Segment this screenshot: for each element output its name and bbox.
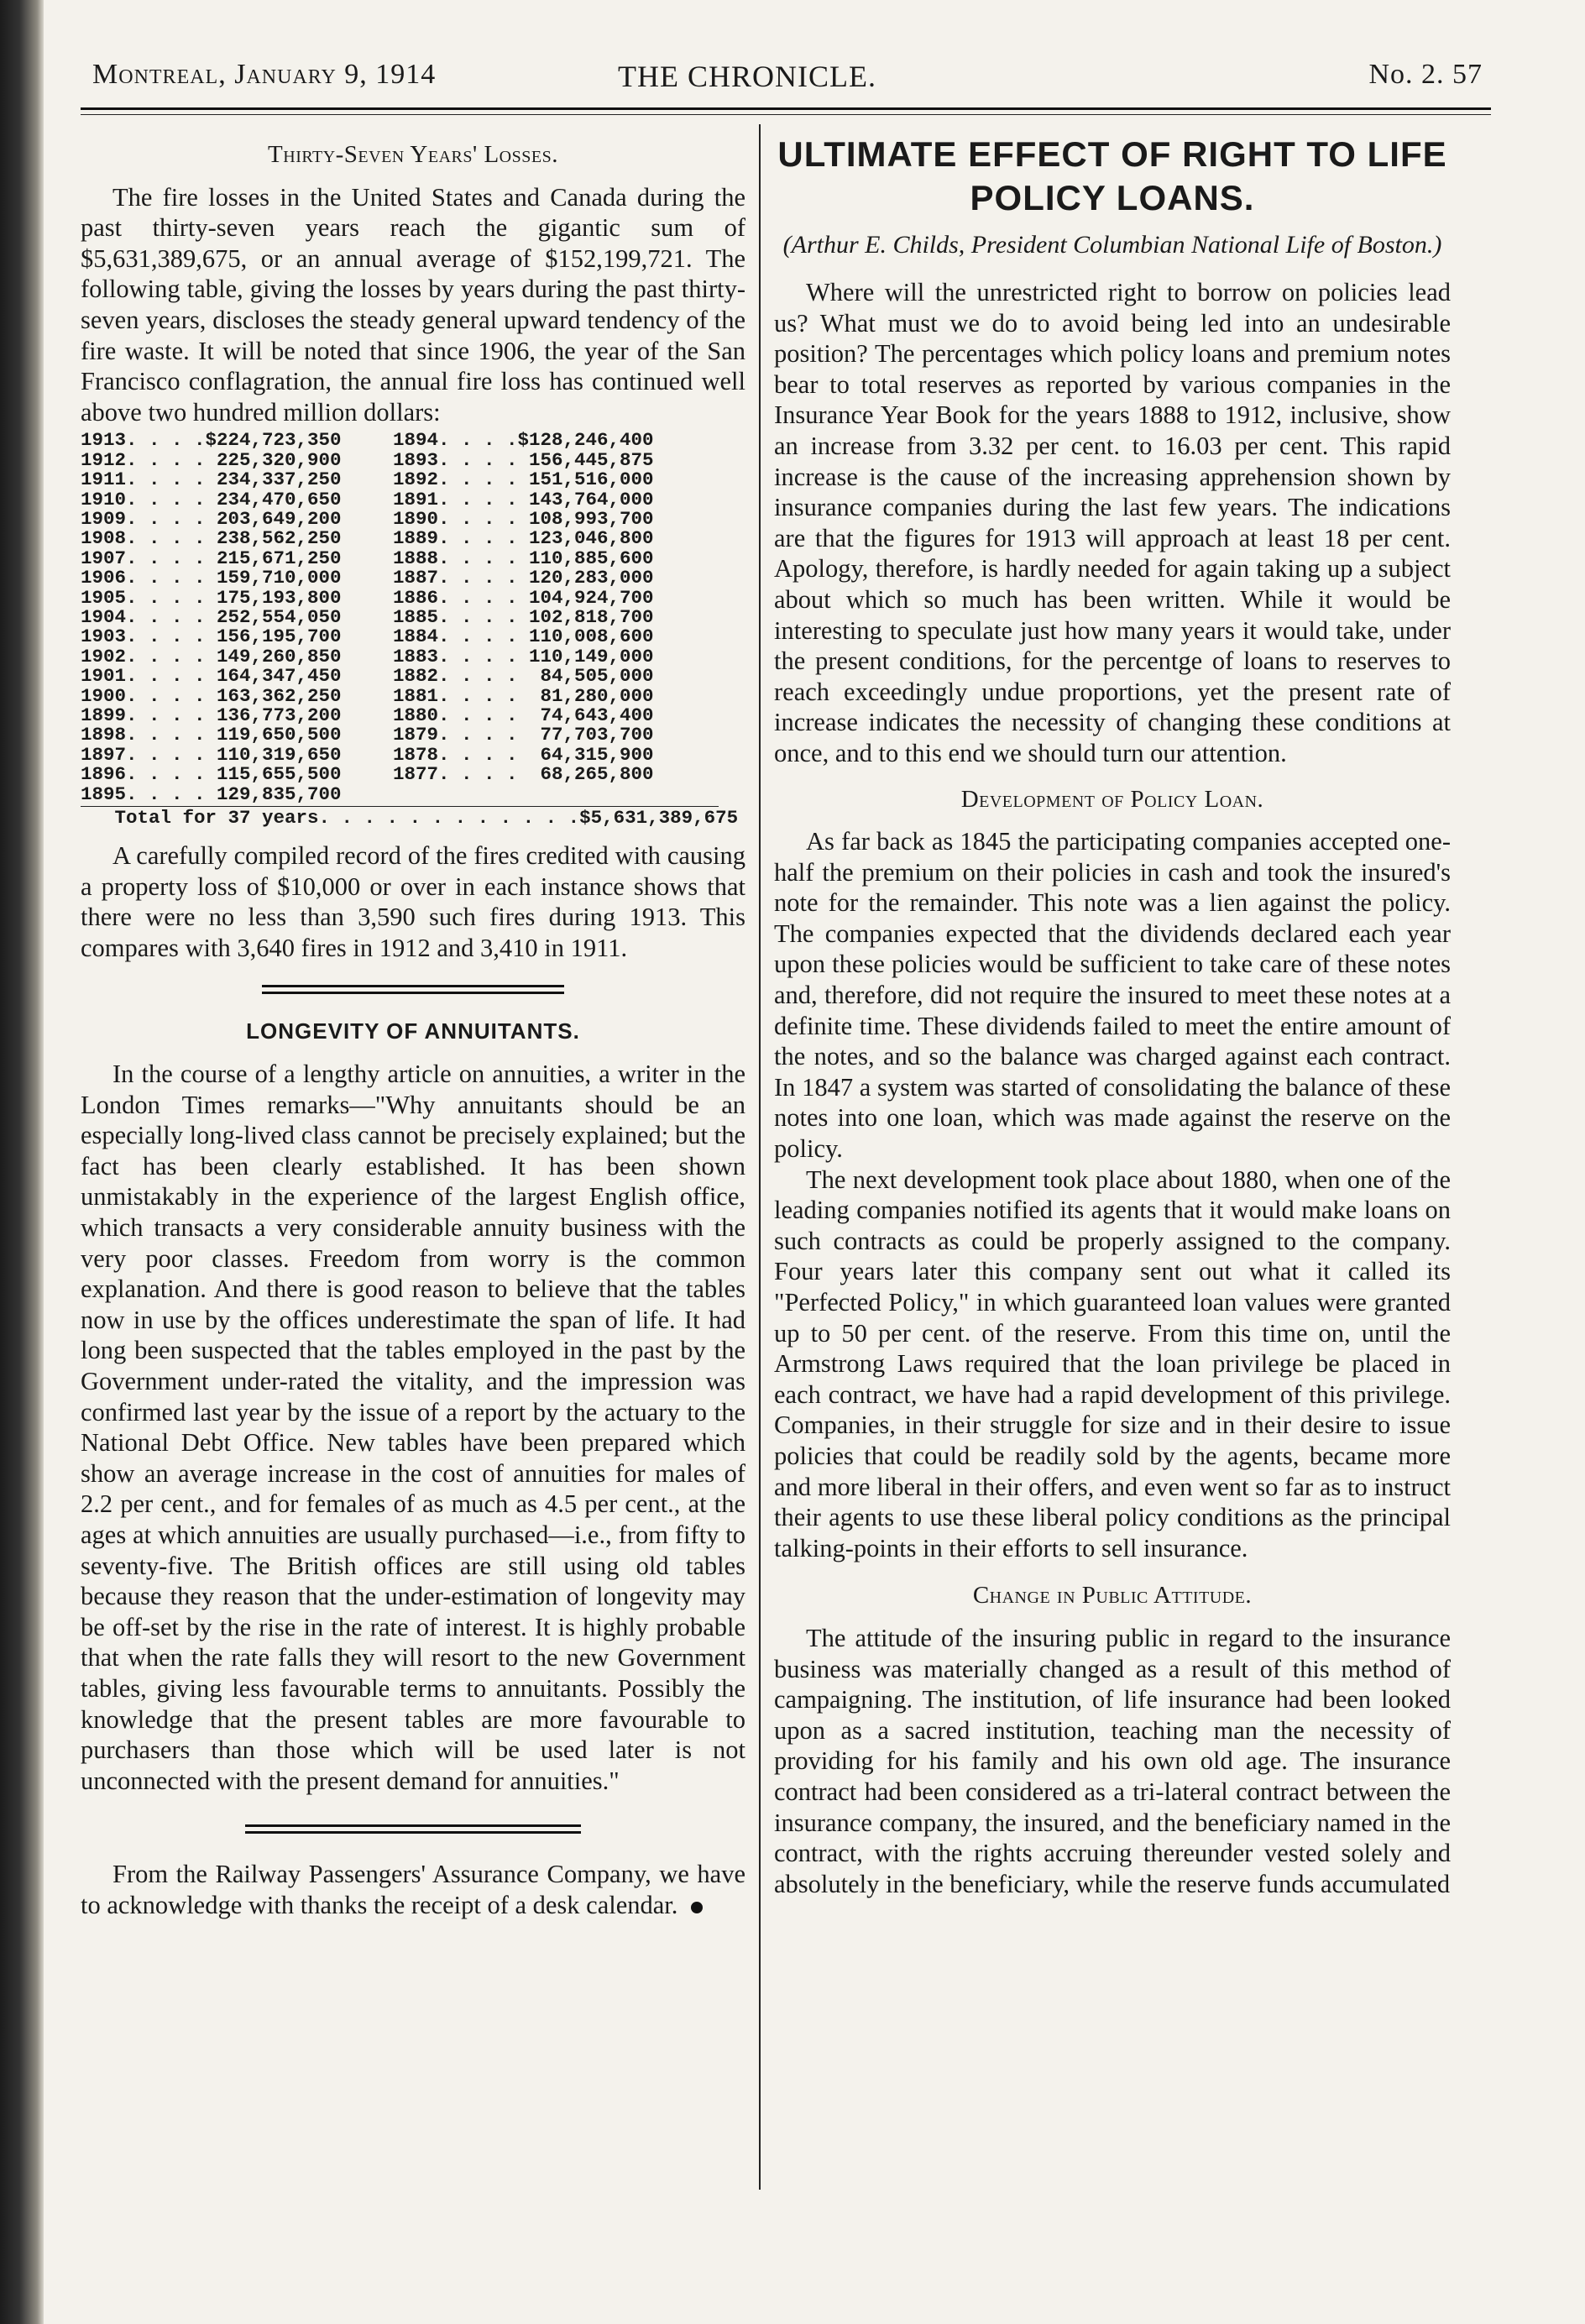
longevity-heading: LONGEVITY OF ANNUITANTS. [246, 1018, 580, 1044]
fires-record-paragraph: A carefully compiled record of the fires credited with causing a property loss of $10,000 or over in each instance shows that there were no less than 3,590 such fires during 1913. This compares with 3,640 fires in 1912 and 3,410 in 1911. [81, 841, 745, 962]
table-cell: 1908. . . . 238,562,250 [81, 527, 342, 550]
table-row [81, 706, 719, 725]
table-cell: 1909. . . . 203,649,200 [81, 507, 342, 530]
table-cell: 1895. . . . 129,835,700 [81, 783, 342, 805]
table-row [81, 627, 719, 646]
table-cell: 1907. . . . 215,671,250 [81, 547, 342, 569]
table-row [81, 431, 719, 450]
railway-note [81, 1859, 745, 1920]
table-row [81, 568, 719, 588]
table-cell: 1910. . . . 234,470,650 [81, 488, 342, 510]
article-byline: (Arthur E. Childs, President Columbian National Life of Boston.) [782, 231, 1442, 259]
table-cell: 1883. . . . 110,149,000 [393, 645, 654, 667]
development-heading: Development of Policy Loan. [960, 785, 1264, 813]
table-cell [393, 785, 705, 804]
table-cell: 1898. . . . 119,650,500 [81, 724, 342, 746]
table-row [81, 725, 719, 745]
table-cell: 1897. . . . 110,319,650 [81, 743, 342, 766]
table-cell: 1902. . . . 149,260,850 [81, 645, 342, 667]
table-cell: 1911. . . . 234,337,250 [81, 468, 342, 491]
table-cell: 1888. . . . 110,885,600 [393, 547, 654, 569]
table-cell: 1891. . . . 143,764,000 [393, 488, 654, 510]
table-cell: 1892. . . . 151,516,000 [393, 468, 654, 491]
left-column [81, 128, 745, 1920]
losses-intro: The fire losses in the United States and Canada during the past thirty-seven years reach the gigantic sum of $5,631,389,675, or an annual average of $152,199,721. The following table, giving the losses by years during the past thirty-seven years, discloses the steady general upward tendency of the fire waste. It will be noted that since 1906, the year of the San Francisco conflagration, the annual fire loss has continued well above two hundred million dollars: [81, 182, 745, 427]
page-header [81, 52, 1483, 102]
right-column [774, 128, 1451, 1899]
table-row [81, 667, 719, 686]
header-rule [81, 107, 1491, 110]
table-cell: 1900. . . . 163,362,250 [81, 684, 342, 707]
end-bullet-icon [691, 1902, 703, 1913]
table-cell: 1879. . . . 77,703,700 [393, 724, 654, 746]
table-cell: 1901. . . . 164,347,450 [81, 665, 342, 688]
table-cell: 1887. . . . 120,283,000 [393, 567, 654, 589]
table-cell: 1878. . . . 64,315,900 [393, 743, 654, 766]
table-row [81, 684, 719, 707]
table-cell: 1877. . . . 68,265,800 [393, 763, 654, 786]
header-rule-thin [81, 114, 1491, 115]
table-row [81, 490, 719, 510]
development-paragraph-1: As far back as 1845 the participating companies accepted one-half the premium on their policies in cash and took the insured's note for the remainder. This note was a lien against the policy. The companies expected that the dividends declared each year upon these policies would be sufficient to take care of these notes and, therefore, did not require the insured to meet these notes at a definite time. These dividends failed to meet the entire amount of the notes, and so the balance was charged against each contract. In 1847 a system was started of consolidating the balance of these notes into one loan, which was made against the reserve on the policy. [774, 827, 1451, 1164]
table-cell: 1913. . . .$224,723,350 [81, 429, 342, 452]
table-row [81, 608, 719, 627]
change-heading: Change in Public Attitude. [972, 1582, 1253, 1610]
table-cell: 1904. . . . 252,554,050 [81, 606, 342, 628]
losses-table [81, 431, 719, 804]
article-intro: Where will the unrestricted right to borrow on policies lead us? What must we do to avoid being led into an undesirable position? The percentages which policy loans and premium notes bear to total reserves as reported by various companies in the Insurance Year Book for the years 1888 to 1912, inclusive, show an increase from 3.32 per cent. to 16.03 per cent. This rapid increase is the cause of the increasing apprehension shown by insurance companies during the last few years. The indications are that the figures for 1913 will approach at least 18 per cent. Apology, therefore, is hardly needed for again taking up a subject about which so much has been written. While it would be interesting to speculate just how many years it would take, under the present conditions, for the percentge of loans to reserves to reach exceedingly undue proportions, yet the present rate of increase indicates the necessity of changing these conditions at once, and to this end we should turn our attention. [774, 278, 1451, 767]
table-cell: 1890. . . . 108,993,700 [393, 507, 654, 530]
table-cell: 1906. . . . 159,710,000 [81, 567, 342, 589]
table-cell: 1886. . . . 104,924,700 [393, 586, 654, 609]
table-cell: 1893. . . . 156,445,875 [393, 448, 654, 471]
header-publication: THE CHRONICLE. [618, 60, 876, 93]
longevity-body: In the course of a lengthy article on annuities, a writer in the London Times remarks—"Why annuitants should be an especially long-lived class cannot be precisely explained; but the fact has been clearly established. It has been shown unmistakably in the experience of the largest English office, which transacts a very considerable annuity business with the very poor classes. Freedom from worry is the common explanation. And there is good reason to believe that the tables now in use by the offices underestimate the span of life. It had long been suspected that the tables employed in the past by the Government under-rated the vitality, and the impression was confirmed last year by the issue of a report by the actuary to the National Debt Office. New tables have been prepared which show an average increase in the cost of annuities for males of 2.2 per cent., and for females of as much as 4.5 per cent., at the ages at which annuities are usually purchased—i.e., from fifty to seventy-five. The British offices are still using old tables because they reason that the under-estimation of longevity may be off-set by the rise in the rate of interest. It is highly probable that when the rate falls they will resort to the new Government tables, giving less favourable terms to annuitants. Possibly the knowledge that the present tables are more favourable to purchasers than those which will be used later is not unconnected with the present demand for annuities." [81, 1060, 745, 1795]
table-cell: 1905. . . . 175,193,800 [81, 586, 342, 609]
table-row [81, 448, 719, 471]
table-row [81, 743, 719, 766]
losses-total: Total for 37 years. . . . . . . . . . . .$5,631,389,675 [81, 807, 739, 830]
table-cell: 1903. . . . 156,195,700 [81, 625, 342, 648]
book-spine-shadow [0, 0, 44, 2324]
header-date: Montreal, January 9, 1914 [92, 59, 437, 90]
table-cell: 1880. . . . 74,643,400 [393, 704, 654, 727]
railway-note-text: From the Railway Passengers' Assurance Company, we have to acknowledge with thanks the receipt of a desk calendar. [81, 1860, 745, 1919]
header-page-number: No. 2. 57 [1368, 59, 1483, 90]
table-cell: 1882. . . . 84,505,000 [393, 665, 654, 688]
table-row [81, 529, 719, 548]
table-cell: 1912. . . . 225,320,900 [81, 448, 342, 471]
table-cell: 1884. . . . 110,008,600 [393, 625, 654, 648]
table-cell: 1889. . . . 123,046,800 [393, 527, 654, 550]
section-separator-2 [245, 1824, 581, 1834]
table-row [81, 549, 719, 568]
column-divider [759, 124, 761, 2190]
losses-heading: Thirty-Seven Years' Losses. [268, 141, 558, 168]
article-title: ULTIMATE EFFECT OF RIGHT TO LIFE POLICY LOANS. [777, 134, 1447, 217]
table-cell: 1899. . . . 136,773,200 [81, 704, 342, 727]
table-row [81, 785, 719, 804]
table-cell: 1881. . . . 81,280,000 [393, 684, 654, 707]
table-cell: 1896. . . . 115,655,500 [81, 763, 342, 786]
table-row [81, 765, 719, 784]
table-cell: 1885. . . . 102,818,700 [393, 606, 654, 628]
section-separator [262, 985, 564, 994]
table-row [81, 647, 719, 667]
change-paragraph-1: The attitude of the insuring public in regard to the insurance business was materially changed as a result of this method of campaigning. The institution, of life insurance had been looked upon as a sacred institution, teaching man the necessity of providing for his family and his own old age. The insurance contract had been considered as a tri-lateral contract between the insurance company, the insured, and the beneficiary named in the contract, with the rights accruing thereunder vested solely and absolutely in the beneficiary, while the reserve funds accumulated [774, 1623, 1451, 1898]
table-cell: 1894. . . .$128,246,400 [393, 429, 654, 452]
table-row [81, 470, 719, 489]
newspaper-page [81, 34, 1558, 2300]
development-paragraph-2: The next development took place about 1880, when one of the leading companies notified its agents that it would make loans on such contracts as could be properly assigned to the company. Four years later this company sent out what it called its "Perfected Policy," in which guaranteed loan values were granted up to 50 per cent. of the reserve. From this time on, until the Armstrong Laws required that the loan privilege be placed in each contract, we have had a rapid development of this privilege. Companies, in their struggle for size and in their desire to issue policies that could be readily sold by the agents, became more and more liberal in their offers, and even went so far as to instruct their agents to use these liberal policy conditions as the principal talking-points in their efforts to sell insurance. [774, 1165, 1451, 1562]
table-row [81, 507, 719, 530]
table-row [81, 586, 719, 609]
